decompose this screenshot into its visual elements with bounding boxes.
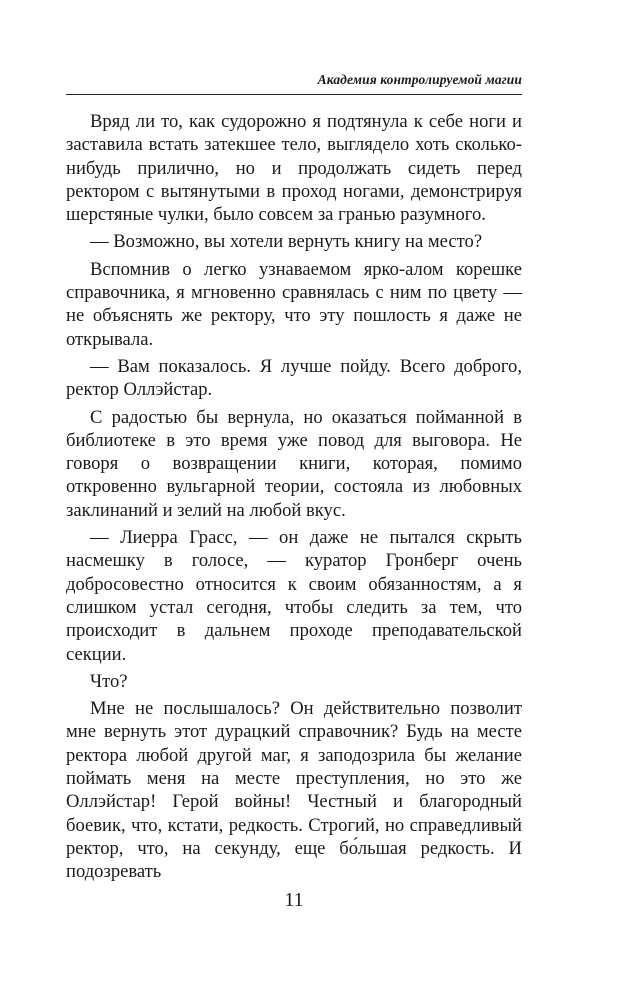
paragraph: — Лиерра Грасс, — он даже не пытался скрыть насмешку в голосе, — куратор Гронберг очень добросовестно относится к своим обязанностям, а я слишком устал сегодня, чтобы следить за тем, что происходит в дальнем проходе преподавательской секции.: [66, 527, 522, 665]
paragraph: — Возможно, вы хотели вернуть книгу на место?: [90, 231, 483, 253]
header-rule: [66, 94, 522, 95]
paragraph: С радостью бы вернула, но оказаться пойманной в библиотеке в это время уже повод для выговора. Не говоря о возвращении книги, которая, помимо откровенно вульгарной теории, состояла из любовных заклинаний и зелий на любой вкус.: [66, 406, 522, 521]
paragraph: Вряд ли то, как судорожно я подтянула к себе ноги и заставила встать затекшее тело, выглядело хоть сколько-нибудь прилично, но и продолжать сидеть перед ректором с вытянутыми в проход ногами, демонстрируя шерстяные чулки, было совсем за гранью разумного.: [66, 111, 522, 226]
paragraph: Мне не послышалось? Он действительно позволит мне вернуть этот дурацкий справочник? Будь на месте ректора любой другой маг, я заподозрила бы желание поймать меня на месте преступления, но это же Оллэйстар! Герой войны! Честный и благородный боевик, что, кстати, редкость. Строгий, но справедливый ректор, что, на секунду, еще бо́льшая редкость. И подозревать: [66, 698, 522, 883]
paragraph: Вспомнив о легко узнаваемом ярко-алом корешке справочника, я мгновенно сравнялась с ним по цвету — не объяснять же ректору, что эту пошлость я даже не открывала.: [66, 258, 522, 350]
paragraph: — Вам показалось. Я лучше пойду. Всего доброго, ректор Оллэйстар.: [66, 355, 522, 401]
body-text: [66, 110, 522, 884]
paragraph: Что?: [90, 670, 128, 692]
running-head: Академия контролируемой магии: [317, 72, 522, 87]
page-number: 11: [284, 889, 304, 911]
